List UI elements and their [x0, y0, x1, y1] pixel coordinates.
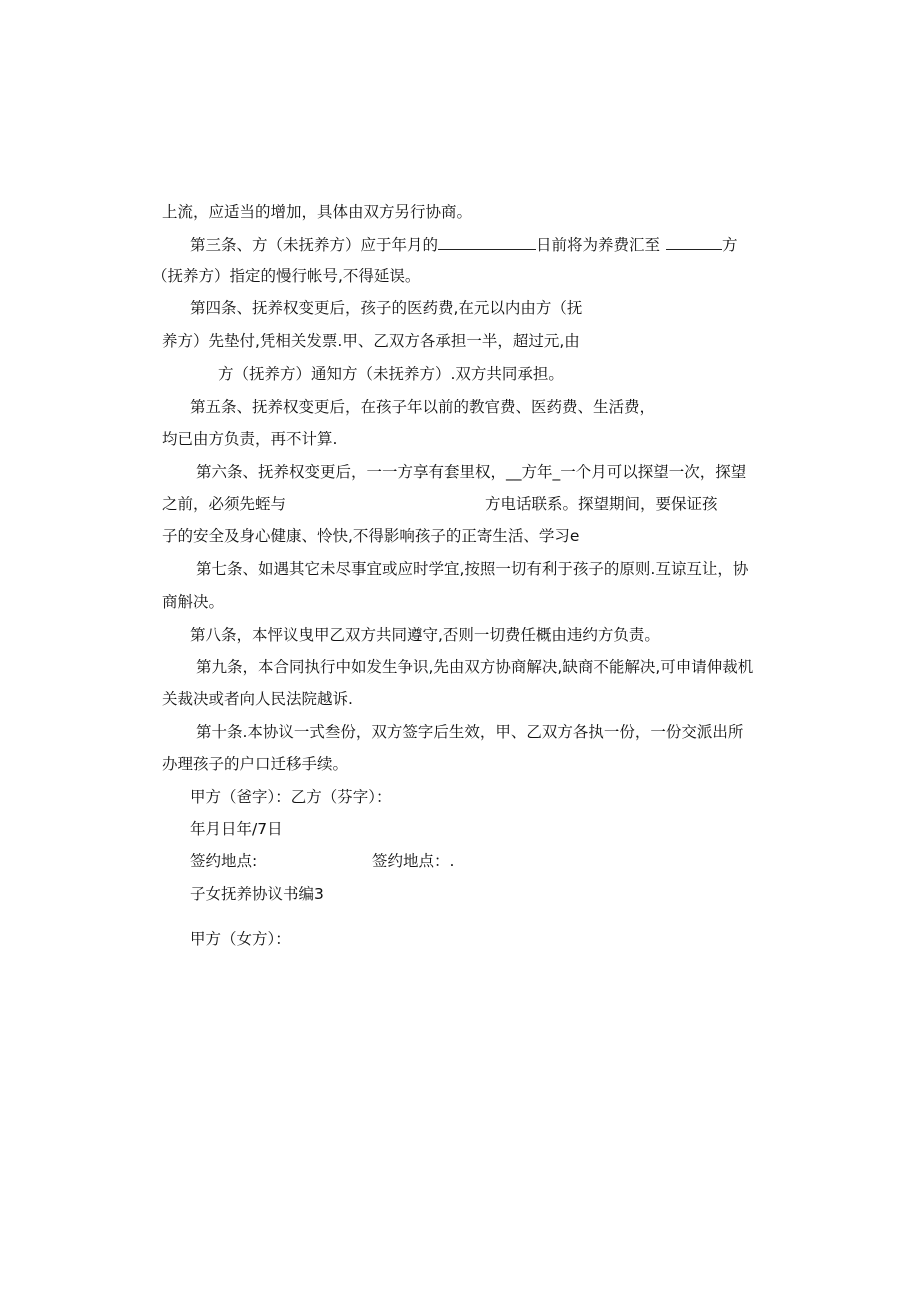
article-6-line-1 [196, 462, 746, 484]
article-6-line-2b [485, 494, 718, 516]
article-5-line-1 [190, 397, 655, 419]
article-7-line-2 [162, 592, 224, 614]
article-3-text-d: （抚养方）指定的慢行帐号,不得延误。 [152, 267, 421, 285]
article-3-text-a: 第三条、方（未抚养方）应于年月的 [190, 236, 439, 254]
article-3-text-c: 方 [722, 236, 738, 254]
article-4-line-3 [218, 364, 564, 386]
article-6-line-2 [162, 494, 286, 516]
date-line [190, 819, 283, 841]
article-6-text-c: 方电话联系。探望期间，要保证孩 [485, 495, 718, 513]
party-a-line [190, 929, 291, 951]
article-4-line-1 [190, 298, 582, 320]
party-a-text: 甲方（女方）： [190, 930, 291, 948]
agreement-subtitle: 子女抚养协议书编3 [190, 885, 324, 903]
article-9-text-a: 第九条，本合同执行中如发生争识,先由双方协商解决,缺商不能解决,可申请伸裁机 [196, 658, 754, 676]
article-7-line-1 [196, 559, 748, 581]
article-6-line-3 [162, 526, 579, 548]
article-8-text-a: 第八条，本怦议曳甲乙双方共同遵守,否则一切费任概由违约方负责。 [190, 626, 660, 644]
signing-location-line [190, 851, 257, 873]
article-9-line-2 [162, 689, 353, 711]
article-5-line-2 [162, 429, 337, 451]
article-7-text-b: 商斛决。 [162, 593, 225, 611]
text-line-1 [162, 202, 472, 224]
date-text: 年月日年/7日 [190, 820, 283, 838]
signing-location-a: 签约地点: [190, 852, 258, 870]
article-7-text-a: 第七条、如遇其它未尽事宜或应时学宜,按照一切有利于孩子的原则.互谅互让，协 [196, 560, 749, 578]
signing-location-b: 签约地点：. [372, 852, 455, 870]
article-10-line-1 [196, 722, 743, 744]
article-9-line-1 [196, 657, 753, 679]
article-4-text-b: 养方）先垫付,凭相关发票.甲、乙双方各承担一半，超过元,由 [162, 332, 580, 350]
article-4-text-c: 方（抚养方）通知方（未抚养方）.双方共同承担。 [218, 365, 564, 383]
article-10-line-2 [162, 754, 348, 776]
article-8-line-1 [190, 625, 660, 647]
article-4-line-2 [162, 331, 580, 353]
article-6-text-d: 子的安全及身心健康、怜快,不得影响孩子的正寄生活、学习e [162, 527, 580, 545]
article-10-text-a: 第十条.本协议一式叁份，双方签字后生效，甲、乙双方各执一份，一份交派出所 [196, 723, 744, 741]
article-5-text-b: 均已由方负责，再不计算. [162, 430, 338, 448]
article-3-line-2 [152, 266, 420, 288]
article-9-text-b: 关裁决或者向人民法院越诉. [162, 690, 353, 708]
signing-location-line-b [372, 851, 454, 873]
article-4-text-a: 第四条、抚养权变更后，孩子的医药费,在元以内由方（抚 [190, 299, 583, 317]
article-3-line-1 [190, 235, 738, 257]
blank-recipient-field [666, 235, 722, 250]
signature-line [190, 787, 392, 809]
article-6-text-b: 之前，必须先蛭与 [162, 495, 287, 513]
agreement-subtitle-line [190, 884, 324, 906]
article-10-text-b: 办理孩子的户口迁移手续。 [162, 755, 349, 773]
article-6-text-a: 第六条、抚养权变更后，一一方享有套里权，__方年_一个月可以探望一次，探望 [196, 463, 747, 481]
blank-date-field [438, 235, 536, 250]
text-upper-flow: 上流，应适当的增加，具体由双方另行协商。 [162, 203, 473, 221]
article-5-text-a: 第五条、抚养权变更后，在孩子年以前的教官费、医药费、生活费， [190, 398, 656, 416]
signature-text: 甲方（爸字）：乙方（芬字）： [190, 788, 392, 806]
article-3-text-b: 日前将为养费汇至 [536, 236, 661, 254]
